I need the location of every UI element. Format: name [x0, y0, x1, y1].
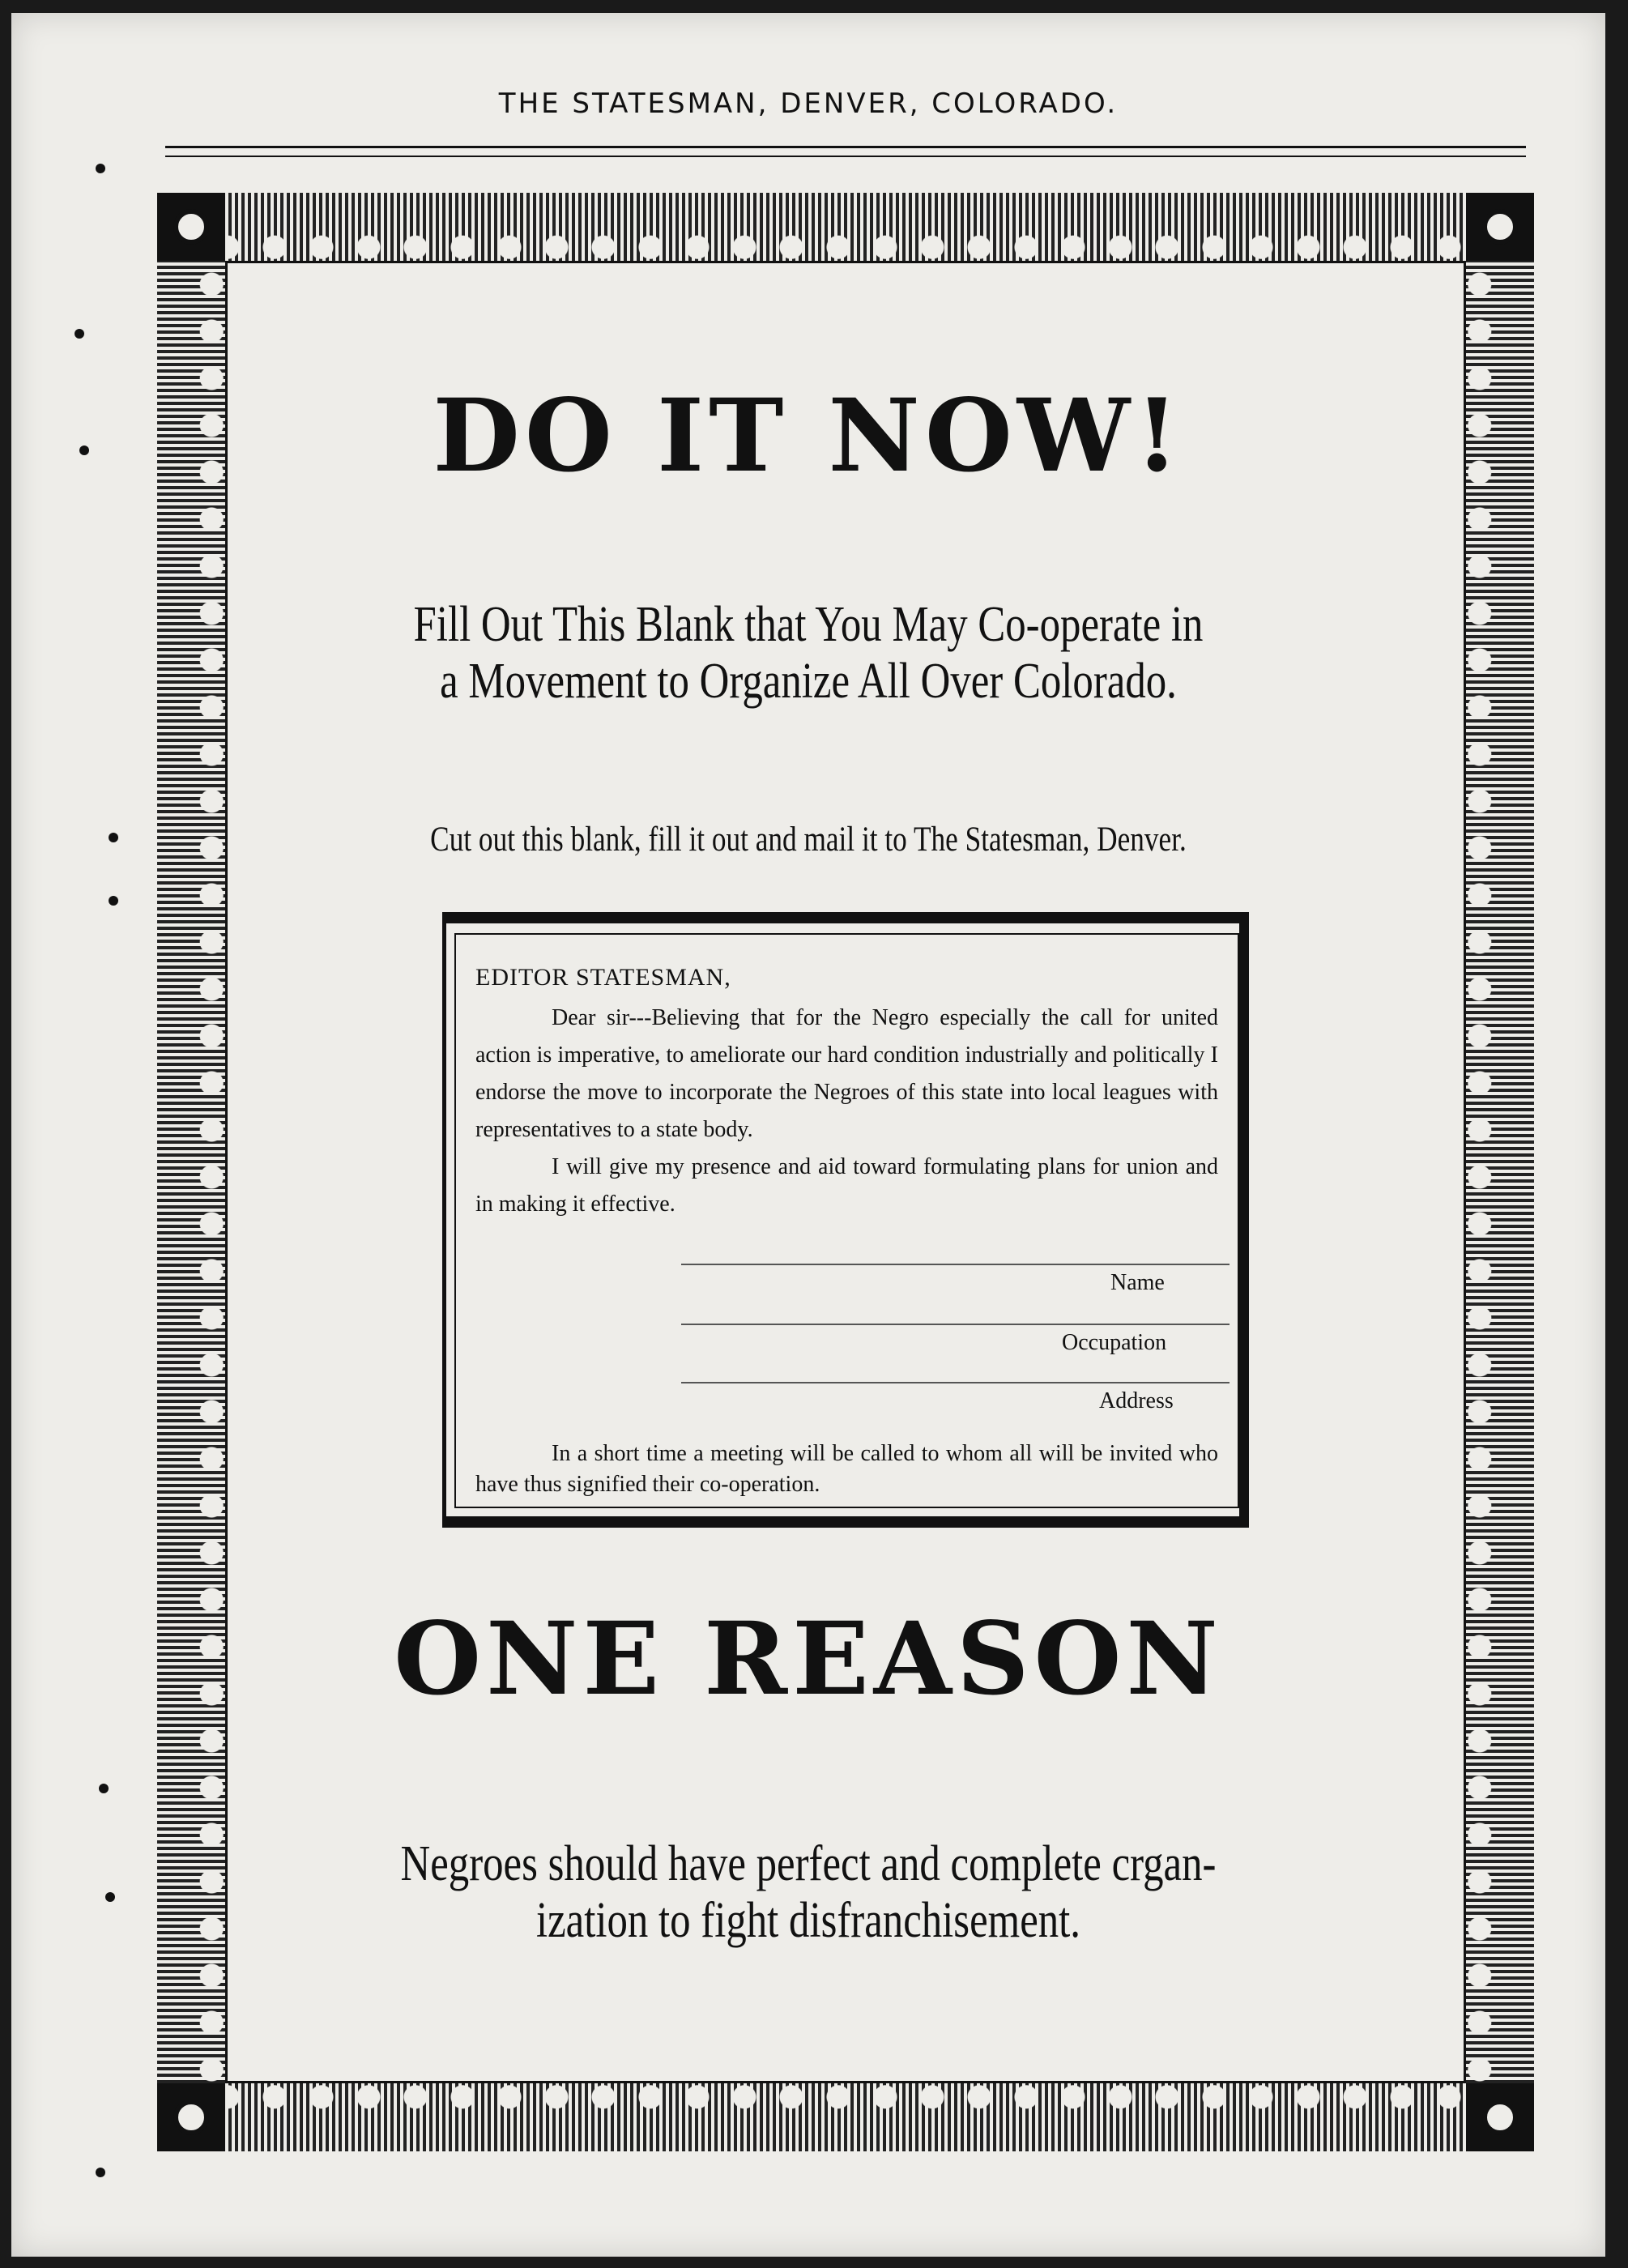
subheading-line: a Movement to Organize All Over Colorado. [440, 654, 1177, 709]
reason-text [155, 1835, 1462, 1949]
name-line[interactable] [681, 1264, 1230, 1265]
instruction: Cut out this blank, fill it out and mail it to The Statesman, Denver. [430, 821, 1187, 859]
occupation-label: Occupation [1062, 1330, 1167, 1355]
masthead-rule [165, 146, 1526, 148]
coupon-blank [442, 912, 1249, 1528]
masthead: THE STATESMAN, DENVER, COLORADO. [498, 87, 1119, 120]
punch-hole [96, 2168, 105, 2177]
occupation-line[interactable] [681, 1324, 1230, 1325]
headline: DO IT NOW! [433, 377, 1184, 495]
masthead-rule [165, 156, 1526, 157]
coupon-text [475, 959, 1218, 1223]
address-label: Address [1099, 1388, 1174, 1413]
subheading [155, 596, 1462, 710]
closing-note: In a short time a meeting will be called to whom all will be invited who have thus signified their co-operation. [475, 1441, 1218, 1497]
punch-hole [109, 896, 118, 906]
punch-hole [99, 1784, 109, 1793]
salutation: EDITOR STATESMAN, [475, 964, 731, 991]
newspaper-page [11, 13, 1605, 2257]
reason-line: ization to fight disfranchisement. [535, 1893, 1081, 1948]
border-top [157, 193, 1534, 261]
coupon-paragraph: Dear sir---Believing that for the Negro especially the call for united action is imperative, to ameliorate our hard condition industrially and politically I endorse the move to incorporate the Negroes of this state into local leagues with representatives to a state body. [475, 1005, 1218, 1142]
coupon-paragraph: I will give my presence and aid toward formulating plans for union and in making it effective. [475, 1154, 1218, 1217]
punch-hole [105, 1892, 115, 1902]
punch-hole [96, 164, 105, 173]
border-left [157, 261, 225, 2083]
address-line[interactable] [681, 1382, 1230, 1383]
reason-line: Negroes should have perfect and complete crgan- [400, 1836, 1217, 1891]
subheading-line: Fill Out This Blank that You May Co-operate in [413, 597, 1204, 652]
corner-ornament-icon [1466, 193, 1534, 261]
headline-secondary: ONE REASON [394, 1601, 1223, 1718]
border-bottom [157, 2083, 1534, 2151]
corner-ornament-icon [157, 193, 225, 261]
corner-ornament-icon [157, 2083, 225, 2151]
punch-hole [75, 329, 84, 339]
name-label: Name [1110, 1270, 1165, 1295]
corner-ornament-icon [1466, 2083, 1534, 2151]
border-right [1466, 261, 1534, 2083]
punch-hole [109, 833, 118, 842]
